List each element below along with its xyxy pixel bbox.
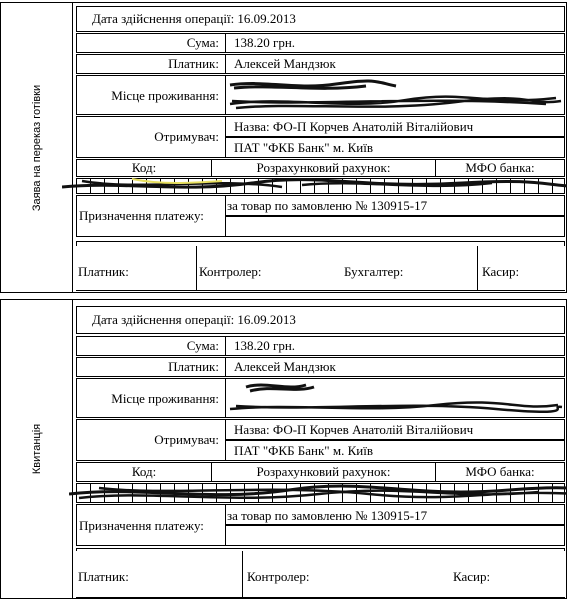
purpose-value: за товар по замовленю № 130915-17 [227, 508, 428, 523]
form-side-label [1, 300, 73, 598]
sign-controller-label: Контролер: [247, 569, 310, 584]
sign-controller-label: Контролер: [199, 264, 262, 279]
payer-label-cell [76, 54, 226, 74]
sign-payer-label: Платник: [78, 264, 129, 279]
redacted-address-scribble [226, 379, 566, 419]
account-digits-grid [76, 178, 565, 194]
purpose-value-cell [225, 504, 565, 525]
payer-value-cell [225, 357, 565, 377]
amount-value-cell [225, 336, 565, 356]
address-label-cell [76, 378, 226, 418]
address-label-cell [76, 75, 226, 115]
payer-name: Алексей Мандзюк [234, 359, 336, 374]
amount-label-cell [76, 336, 226, 356]
purpose-label: Призначення платежу: [79, 518, 204, 533]
sign-payer-cell [76, 551, 243, 597]
account-digits-grid [76, 483, 565, 503]
operation-date: Дата здійснення операції: 16.09.2013 [92, 11, 296, 26]
mfo-label: МФО банка: [465, 160, 535, 175]
account-label: Розрахунковий рахунок: [256, 464, 391, 479]
recipient-label: Отримувач: [154, 129, 219, 144]
amount-value: 138.20 грн. [234, 338, 296, 353]
address-label: Місце проживання: [111, 391, 219, 406]
amount-label: Сума: [186, 35, 219, 50]
sign-accountant-cell [340, 246, 478, 290]
account-label: Розрахунковий рахунок: [256, 160, 391, 175]
recipient-bank: ПАТ "ФКБ Банк" м. Київ [234, 140, 373, 155]
purpose-label-cell [76, 195, 226, 237]
amount-label: Сума: [186, 338, 219, 353]
code-header-cell [76, 462, 212, 482]
transfer-application-form [0, 2, 567, 293]
recipient-name-cell [225, 116, 565, 137]
code-header-cell [76, 159, 212, 177]
recipient-name: Назва: ФО-П Корчев Анатолій Віталійович [234, 119, 474, 134]
amount-value: 138.20 грн. [234, 35, 296, 50]
sign-cashier-cell [477, 246, 565, 290]
recipient-label-cell [76, 419, 226, 461]
side-label-text: Заява на переказ готівки [30, 84, 43, 211]
date-row [76, 306, 565, 334]
redacted-address-scribble [226, 76, 566, 116]
recipient-bank: ПАТ "ФКБ Банк" м. Київ [234, 443, 373, 458]
payer-name: Алексей Мандзюк [234, 56, 336, 71]
date-row [76, 6, 565, 32]
address-value-cell [225, 75, 565, 115]
payer-label: Платник: [168, 56, 219, 71]
sign-controller-cell [196, 246, 341, 290]
sign-controller-cell [242, 551, 450, 597]
address-value-cell [225, 378, 565, 418]
sign-cashier-cell [449, 551, 565, 597]
purpose-value-cell [225, 195, 565, 216]
account-header-cell [211, 462, 436, 482]
form-side-label [1, 3, 73, 292]
sign-payer-label: Платник: [78, 569, 129, 584]
amount-value-cell [225, 33, 565, 53]
purpose-extra-cell [225, 525, 565, 546]
sign-payer-cell [76, 246, 197, 290]
digit-cells [77, 484, 553, 502]
sign-cashier-label: Касир: [453, 569, 491, 584]
recipient-name: Назва: ФО-П Корчев Анатолій Віталійович [234, 422, 474, 437]
payer-label: Платник: [168, 359, 219, 374]
recipient-bank-cell [225, 137, 565, 158]
receipt-form [0, 299, 567, 599]
account-header-cell [211, 159, 436, 177]
recipient-bank-cell [225, 440, 565, 461]
sign-accountant-label: Бухгалтер: [344, 264, 404, 279]
mfo-label: МФО банка: [465, 464, 535, 479]
code-label: Код: [131, 160, 157, 175]
purpose-label: Призначення платежу: [79, 208, 204, 223]
purpose-value: за товар по замовленю № 130915-17 [227, 198, 428, 213]
mfo-header-cell [435, 159, 565, 177]
code-label: Код: [131, 464, 157, 479]
operation-date: Дата здійснення операції: 16.09.2013 [92, 312, 296, 327]
recipient-label: Отримувач: [154, 432, 219, 447]
digit-cells [77, 179, 553, 193]
payer-label-cell [76, 357, 226, 377]
sign-cashier-label: Касир: [482, 264, 520, 279]
amount-label-cell [76, 33, 226, 53]
purpose-extra-cell [225, 216, 565, 237]
recipient-label-cell [76, 116, 226, 158]
mfo-header-cell [435, 462, 565, 482]
address-label: Місце проживання: [111, 88, 219, 103]
payer-value-cell [225, 54, 565, 74]
recipient-name-cell [225, 419, 565, 440]
side-label-text: Квитанція [30, 423, 43, 475]
purpose-label-cell [76, 504, 226, 546]
